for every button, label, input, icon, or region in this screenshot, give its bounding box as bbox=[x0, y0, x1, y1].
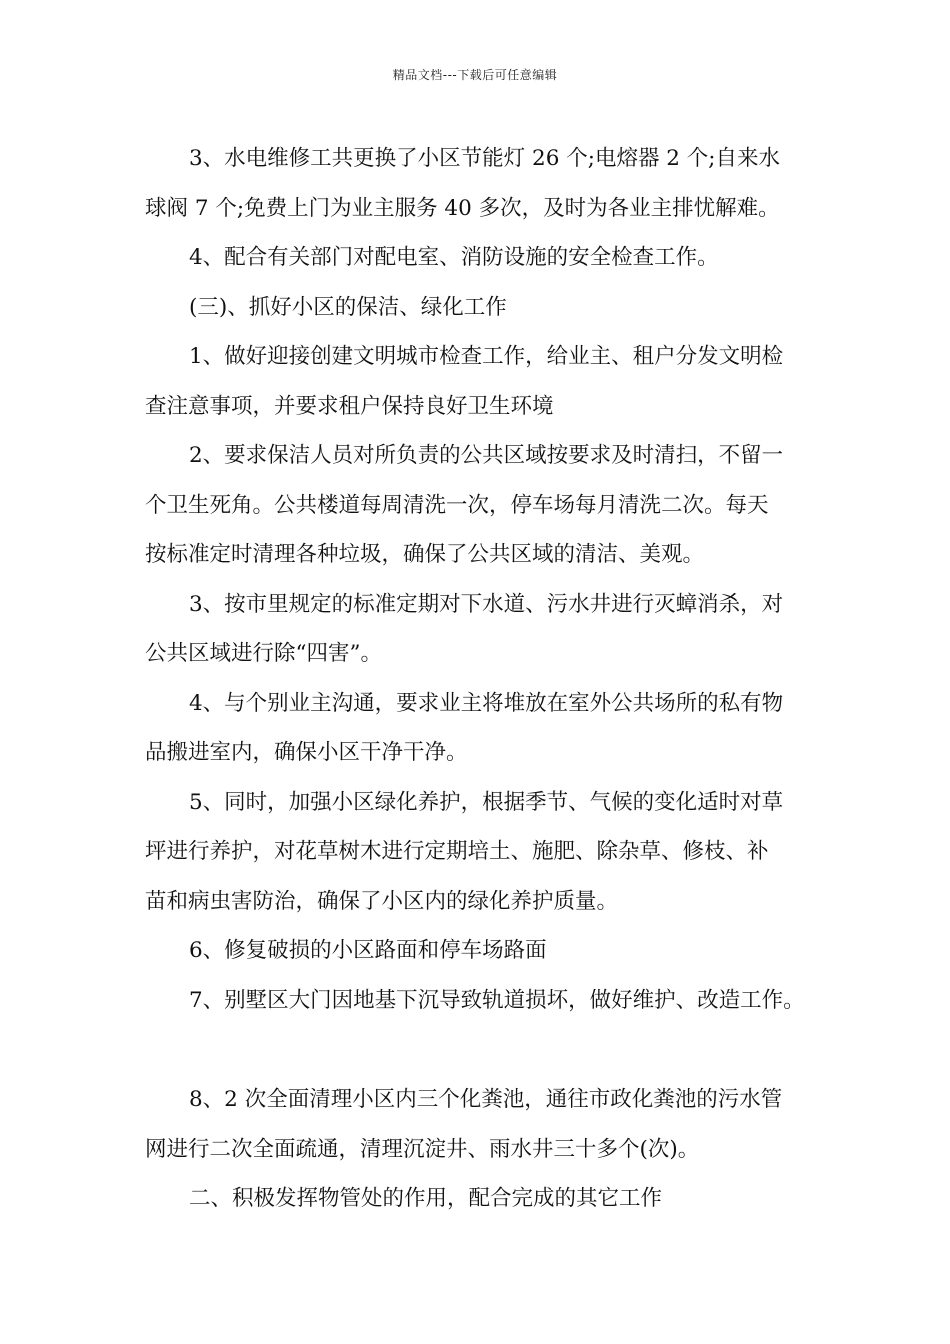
paragraph-septic-tank: 8、2 次全面清理小区内三个化粪池，通往市政化粪池的污水管 网进行二次全面疏通，清理沉淀井、雨水井三十多个(次)。 bbox=[145, 1087, 783, 1162]
page-header: 精品文档---下载后可任意编辑 bbox=[392, 68, 558, 82]
paragraph-road-repair: 6、修复破损的小区路面和停车场路面 bbox=[189, 938, 547, 963]
blank-line bbox=[145, 1025, 817, 1075]
paragraph-villa-gate: 7、别墅区大门因地基下沉导致轨道损坏，做好维护、改造工作。 bbox=[189, 987, 805, 1013]
paragraph-greening-maintenance: 5、同时，加强小区绿化养护，根据季节、气候的变化适时对草 坪进行养护，对花草树木进行定期培土、施肥、除杂草、修枝、补 苗和病虫害防治，确保了小区内的绿化养护质量。 bbox=[145, 789, 784, 914]
paragraph-safety-inspection: 4、配合有关部门对配电室、消防设施的安全检查工作。 bbox=[189, 245, 719, 270]
paragraph-pest-control: 3、按市里规定的标准定期对下水道、污水井进行灭蟑消杀，对 公共区域进行除“四害”。 bbox=[145, 591, 784, 666]
section-heading-other-work: 二、积极发挥物管处的作用，配合完成的其它工作 bbox=[189, 1186, 663, 1211]
paragraph-cleaning-staff: 2、要求保洁人员对所负责的公共区域按要求及时清扫，不留一 个卫生死角。公共楼道每周清洗一次，停车场每月清洗二次。每天 按标准定时清理各种垃圾，确保了公共区域的清洁、美观。 bbox=[145, 443, 784, 567]
document-body bbox=[145, 134, 817, 1224]
paragraph-private-items: 4、与个别业主沟通，要求业主将堆放在室外公共场所的私有物 品搬进室内，确保小区干净干净。 bbox=[145, 690, 784, 765]
paragraph-civilized-city: 1、做好迎接创建文明城市检查工作，给业主、租户分发文明检 查注意事项，并要求租户保持良好卫生环境 bbox=[145, 344, 784, 419]
paragraph-repair-summary: 3、水电维修工共更换了小区节能灯 26 个;电熔器 2 个;自来水 球阀 7 个;免费上门为业主服务 40 多次，及时为各业主排忧解难。 bbox=[145, 146, 781, 221]
section-heading-cleaning-greening: (三)、抓好小区的保洁、绿化工作 bbox=[189, 294, 507, 320]
